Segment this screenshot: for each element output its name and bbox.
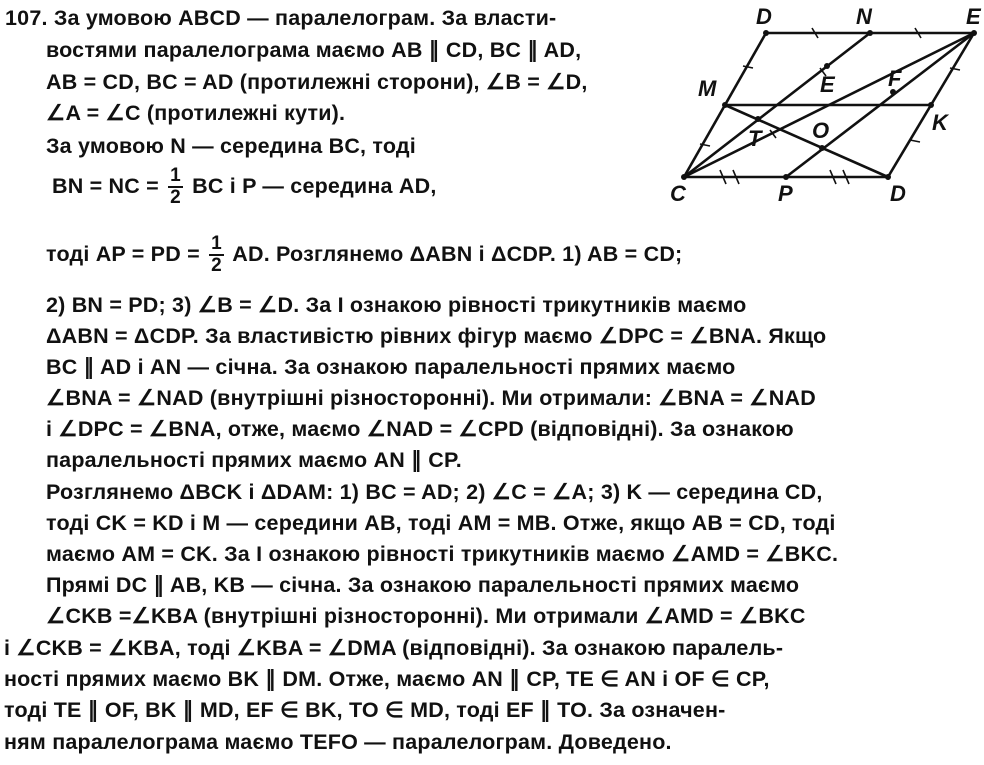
text-line-body-9 xyxy=(46,540,838,568)
text-line: ності прямих маємо BK ∥ DM. Отже, маємо AN ∥ CP, TE ∈ AN і OF ∈ CP, xyxy=(4,667,770,691)
text-line-body-14 xyxy=(4,696,726,724)
text-line: За умовою ABCD — паралелограм. За власти- xyxy=(53,6,557,30)
text-line-2 xyxy=(46,36,581,64)
text-line-4 xyxy=(46,99,345,127)
equation-right: BC і P — середина AD, xyxy=(192,174,437,198)
equation-left: тоді AP = PD = xyxy=(46,242,200,266)
text-line: паралельності прямих маємо AN ∥ CP. xyxy=(46,448,462,472)
text-line: AB = CD, BC = AD (протилежні сторони), ∠B = ∠D, xyxy=(46,70,588,94)
text-line: ∠BNA = ∠NAD (внутрішні різносторонні). Ми отримали: ∠BNA = ∠NAD xyxy=(46,386,816,410)
text-line: ΔABN = ΔCDP. За властивістю рівних фігур маємо ∠DPC = ∠BNA. Якщо xyxy=(46,324,827,348)
label-bottom-left: C xyxy=(670,181,686,206)
text-line: За умовою N — середина BC, тоді xyxy=(46,134,416,158)
label-inner-e: E xyxy=(820,72,835,97)
text-line: ∠CKB =∠KBA (внутрішні різносторонні). Ми отримали ∠AMD = ∠BKC xyxy=(46,604,806,628)
fraction-numerator: 1 xyxy=(211,233,222,255)
fraction-denominator: 2 xyxy=(211,255,222,277)
fraction-half xyxy=(209,234,224,276)
text-line-body-7 xyxy=(46,478,823,506)
text-line-body-5 xyxy=(46,415,794,443)
text-line-5 xyxy=(46,132,416,160)
text-line-1 xyxy=(5,4,556,32)
parallelogram-figure xyxy=(660,0,984,210)
fraction-denominator: 2 xyxy=(170,187,181,209)
text-line: і ∠CKB = ∠KBA, тоді ∠KBA = ∠DMA (відповідні). За ознакою паралель- xyxy=(4,636,784,660)
text-line-body-12 xyxy=(4,634,783,662)
label-inner-o: O xyxy=(812,118,830,143)
text-line: і ∠DPC = ∠BNA, отже, маємо ∠NAD = ∠CPD (відповідні). За ознакою xyxy=(46,417,794,441)
text-line-3 xyxy=(46,68,588,96)
label-inner-t: T xyxy=(748,126,762,151)
fraction-half xyxy=(168,166,183,208)
text-line: Розглянемо ΔBCK і ΔDAM: 1) BC = AD; 2) ∠C = ∠A; 3) K — середина CD, xyxy=(46,480,823,504)
text-line: BC ∥ AD і AN — січна. За ознакою паралельності прямих маємо xyxy=(46,355,736,379)
label-bottom-right: D xyxy=(890,181,906,206)
text-line-body-8 xyxy=(46,509,836,537)
label-inner-f: F xyxy=(888,66,902,91)
text-line-body-6 xyxy=(46,446,462,474)
equation-2 xyxy=(46,228,682,280)
text-line: Прямі DC ∥ AB, KB — січна. За ознакою паралельності прямих маємо xyxy=(46,573,800,597)
text-line-body-13 xyxy=(4,665,770,693)
label-top-mid: N xyxy=(856,4,872,29)
label-top-left: D xyxy=(756,4,772,29)
label-top-right: E xyxy=(966,4,981,29)
text-line-body-3 xyxy=(46,353,736,381)
text-line: востями паралелограма маємо AB ∥ CD, BC ∥ AD, xyxy=(46,38,582,62)
text-line-body-10 xyxy=(46,571,799,599)
text-line: маємо AM = CK. За I ознакою рівності трикутників маємо ∠AMD = ∠BKC. xyxy=(46,542,839,566)
label-bottom-mid: P xyxy=(778,181,793,206)
text-line: 2) BN = PD; 3) ∠B = ∠D. За I ознакою рівності трикутників маємо xyxy=(46,293,747,317)
text-line-body-15 xyxy=(4,728,672,756)
equation-1 xyxy=(52,160,437,212)
problem-number: 107. xyxy=(5,6,48,30)
text-line-body-1 xyxy=(46,291,746,319)
text-line: ∠A = ∠C (протилежні кути). xyxy=(46,101,346,125)
fraction-numerator: 1 xyxy=(170,165,181,187)
label-left-mid: M xyxy=(698,76,717,101)
equation-right: AD. Розглянемо ΔABN і ΔCDP. 1) AB = CD; xyxy=(232,242,683,266)
text-line-body-11 xyxy=(46,602,806,630)
text-line-body-2 xyxy=(46,322,826,350)
text-line: тоді CK = KD і M — середини AB, тоді AM = MB. Отже, якщо AB = CD, тоді xyxy=(46,511,836,535)
text-line: тоді TE ∥ OF, BK ∥ MD, EF ∈ BK, TO ∈ MD, тоді EF ∥ TO. За означен- xyxy=(4,698,726,722)
equation-left: BN = NC = xyxy=(52,174,159,198)
label-right-mid: K xyxy=(932,110,948,135)
text-line-body-4 xyxy=(46,384,816,412)
text-line: ням паралелограма маємо TEFO — паралелограм. Доведено. xyxy=(4,730,672,754)
